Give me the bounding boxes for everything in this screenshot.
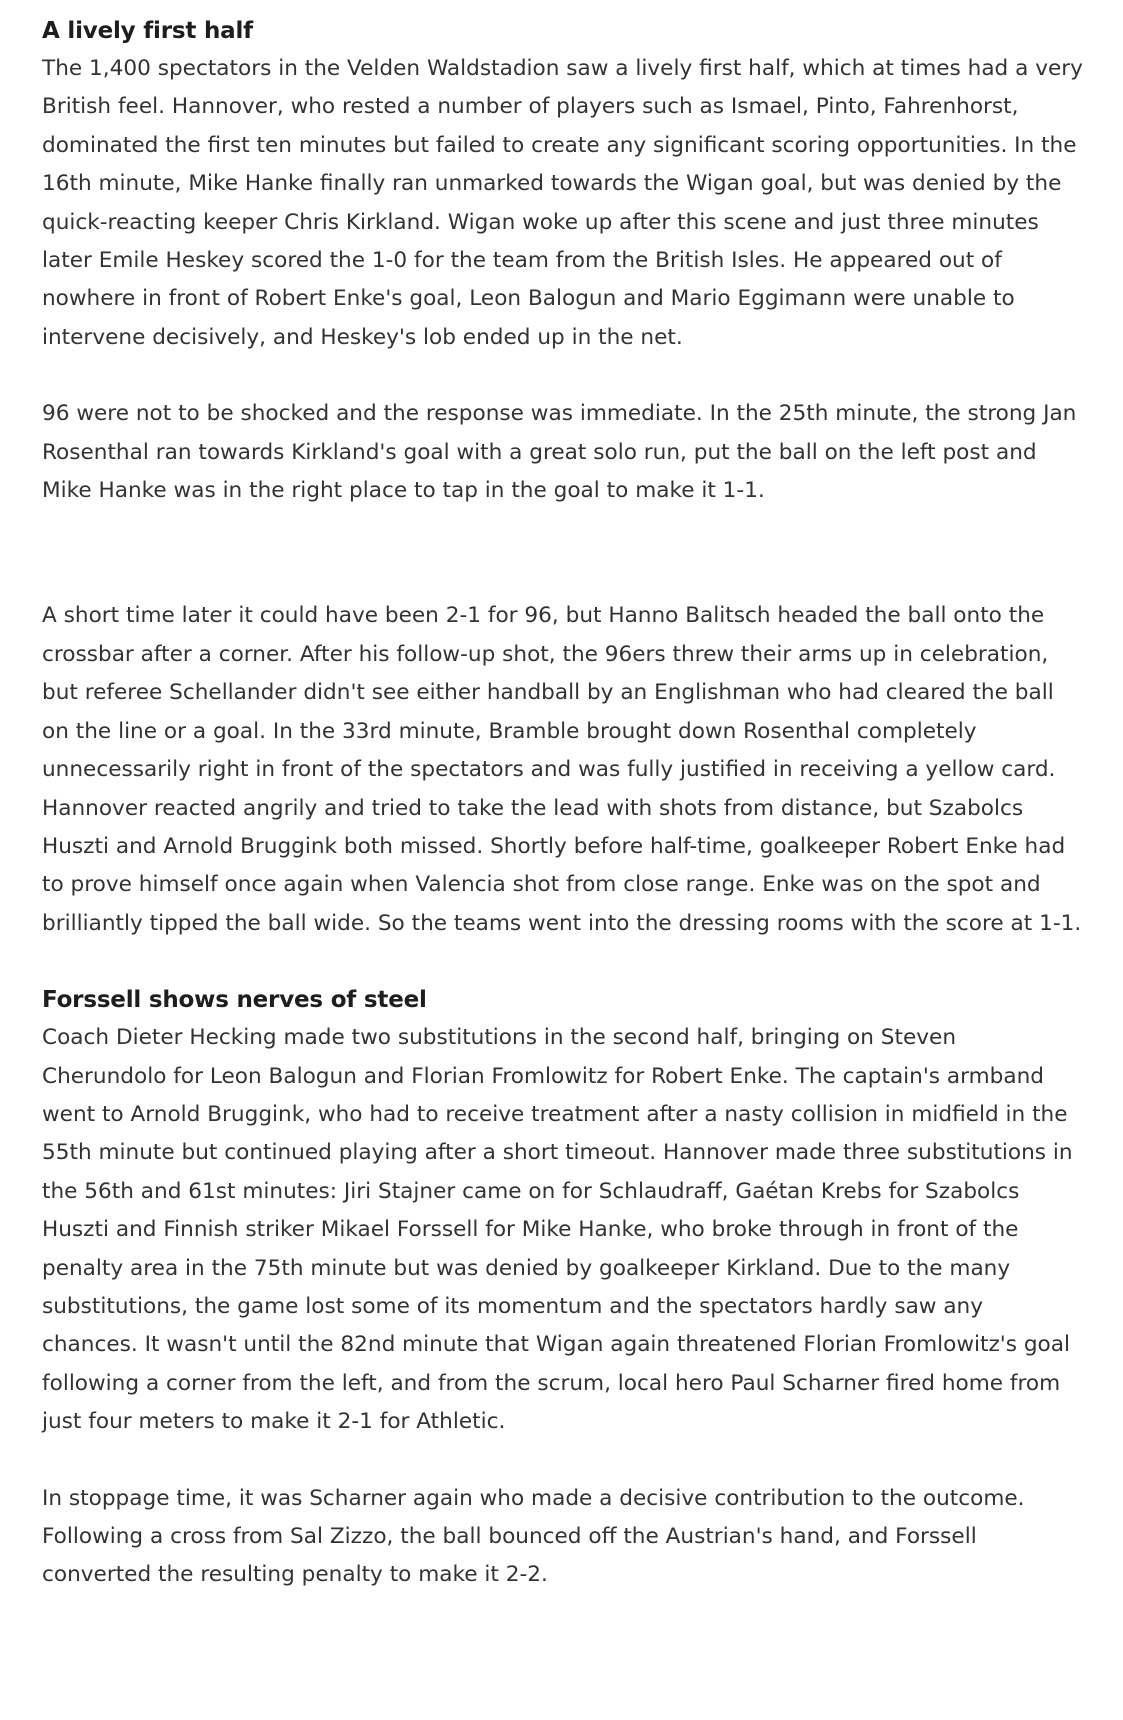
paragraph-second-half-substitutions: Coach Dieter Hecking made two substitutions in the second half, bringing on Steven Cherundolo for Leon Balogun and Florian Fromlowitz for Robert Enke. The captain's armband went to Arnold Bruggink, who had to receive treatment after a nasty collision in midfield in the 55th minute but continued playing after a short timeout. Hannover made three substitutions in the 56th and 61st minutes: Jiri Stajner came on for Schlaudraff, Gaétan Krebs for Szabolcs Huszti and Finnish striker Mikael Forssell for Mike Hanke, who broke through in front of the penalty area in the 75th minute but was denied by goalkeeper Kirkland. Due to the many substitutions, the game lost some of its momentum and the spectators hardly saw any chances. It wasn't until the 82nd minute that Wigan again threatened Florian Fromlowitz's goal following a corner from the left, and from the scrum, local hero Paul Scharner fired home from just four meters to make it 2-1 for Athletic. xyxy=(42,1025,1073,1435)
paragraph-spacer xyxy=(42,943,1083,981)
section-heading-first-half: A lively first half xyxy=(42,18,253,44)
paragraph-first-half-closing: A short time later it could have been 2-1 for 96, but Hanno Balitsch headed the ball onto the crossbar after a corner. After his follow-up shot, the 96ers threw their arms up in celebration, but referee Schellander didn't see either handball by an Englishman who had cleared the ball on the line or a goal. In the 33rd minute, Bramble brought down Rosenthal completely unnecessarily right in front of the spectators and was fully justified in receiving a yellow card. Hannover reacted angrily and tried to take the lead with shots from distance, but Szabolcs Huszti and Arnold Bruggink both missed. Shortly before half-time, goalkeeper Robert Enke had to prove himself once again when Valencia shot from close range. Enke was on the spot and brilliantly tipped the ball wide. So the teams went into the dressing rooms with the score at 1-1. xyxy=(42,603,1082,936)
paragraph-spacer xyxy=(42,510,1083,597)
paragraph-first-half-opening: The 1,400 spectators in the Velden Waldstadion saw a lively first half, which at times had a very British feel. Hannover, who rested a number of players such as Ismael, Pinto, Fahrenhorst, dominated the first ten minutes but failed to create any significant scoring opportunities. In the 16th minute, Mike Hanke finally ran unmarked towards the Wigan goal, but was denied by the quick-reacting keeper Chris Kirkland. Wigan woke up after this scene and just three minutes later Emile Heskey scored the 1-0 for the team from the British Isles. He appeared out of nowhere in front of Robert Enke's goal, Leon Balogun and Mario Eggimann were unable to intervene decisively, and Heskey's lob ended up in the net. xyxy=(42,56,1083,350)
paragraph-spacer xyxy=(42,357,1083,395)
paragraph-stoppage-time: In stoppage time, it was Scharner again who made a decisive contribution to the outcome. Following a cross from Sal Zizzo, the ball bounced off the Austrian's hand, and Forssell converted the resulting penalty to make it 2-2. xyxy=(42,1485,1025,1588)
paragraph-equaliser: 96 were not to be shocked and the response was immediate. In the 25th minute, the strong Jan Rosenthal ran towards Kirkland's goal with a great solo run, put the ball on the left post and Mike Hanke was in the right place to tap in the goal to make it 1-1. xyxy=(42,401,1077,504)
section-heading-second-half: Forssell shows nerves of steel xyxy=(42,987,427,1014)
paragraph-spacer xyxy=(42,1442,1083,1480)
